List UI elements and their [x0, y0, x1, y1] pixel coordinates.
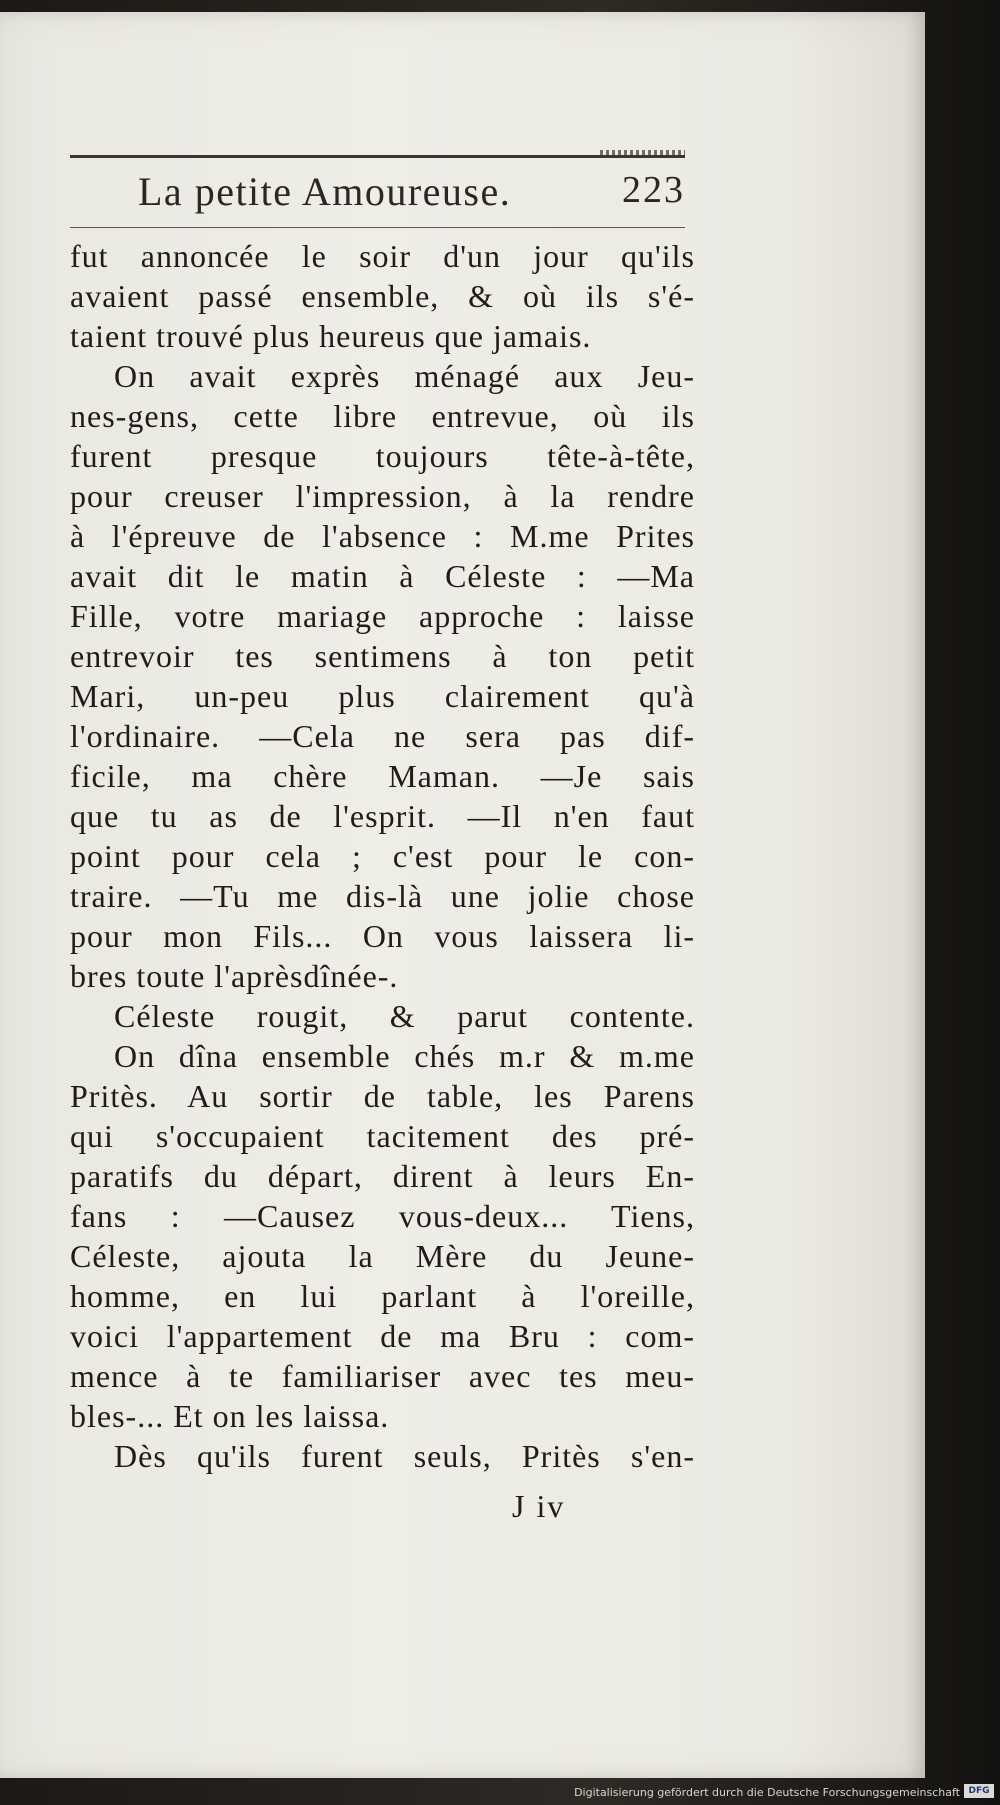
digitization-credit: Digitalisierung gefördert durch die Deutsche Forschungsgemeinschaft — [574, 1786, 960, 1799]
text-line: ficile, ma chère Maman. —Je sais — [70, 758, 695, 794]
text-line: mence à te familiariser avec tes meu- — [70, 1358, 695, 1394]
text-line: fans : —Causez vous-deux... Tiens, — [70, 1198, 695, 1234]
text-line: furent presque toujours tête-à-tête, — [70, 438, 695, 474]
text-line: On avait exprès ménagé aux Jeu- — [114, 358, 695, 394]
rule-ornament — [600, 150, 685, 158]
text-line: Fille, votre mariage approche : laisse — [70, 598, 695, 634]
text-line: fut annoncée le soir d'un jour qu'ils — [70, 238, 695, 274]
text-line: à l'épreuve de l'absence : M.me Prites — [70, 518, 695, 554]
text-line: que tu as de l'esprit. —Il n'en faut — [70, 798, 695, 834]
top-rule — [70, 155, 685, 158]
text-line: taient trouvé plus heureus que jamais. — [70, 318, 592, 354]
dfg-logo-icon: DFG — [964, 1784, 994, 1798]
text-line: Mari, un-peu plus clairement qu'à — [70, 678, 695, 714]
text-line: Pritès. Au sortir de table, les Parens — [70, 1078, 695, 1114]
text-line: paratifs du départ, dirent à leurs En- — [70, 1158, 695, 1194]
text-line: entrevoir tes sentimens à ton petit — [70, 638, 695, 674]
running-head — [70, 168, 685, 224]
text-line: Céleste, ajouta la Mère du Jeune- — [70, 1238, 695, 1274]
text-line: Dès qu'ils furent seuls, Pritès s'en- — [114, 1438, 695, 1474]
running-title: La petite Amoureuse. — [138, 169, 512, 214]
text-line: voici l'appartement de ma Bru : com- — [70, 1318, 695, 1354]
text-line: point pour cela ; c'est pour le con- — [70, 838, 695, 874]
text-line: avait dit le matin à Céleste : —Ma — [70, 558, 695, 594]
text-line: qui s'occupaient tacitement des pré- — [70, 1118, 695, 1154]
body-text — [70, 236, 695, 1476]
text-line: bles-... Et on les laissa. — [70, 1398, 390, 1434]
text-line: traire. —Tu me dis-là une jolie chose — [70, 878, 695, 914]
text-line: nes-gens, cette libre entrevue, où ils — [70, 398, 695, 434]
text-line: bres toute l'aprèsdînée-. — [70, 958, 399, 994]
text-line: avaient passé ensemble, & où ils s'é- — [70, 278, 695, 314]
header-rule — [70, 227, 685, 228]
text-line: On dîna ensemble chés m.r & m.me — [114, 1038, 695, 1074]
page-number: 223 — [622, 169, 685, 211]
text-line: pour mon Fils... On vous laissera li- — [70, 918, 695, 954]
text-line: pour creuser l'impression, à la rendre — [70, 478, 695, 514]
text-line: l'ordinaire. —Cela ne sera pas dif- — [70, 718, 695, 754]
signature-mark: J iv — [512, 1488, 566, 1524]
text-line: Céleste rougit, & parut contente. — [114, 998, 695, 1034]
text-line: homme, en lui parlant à l'oreille, — [70, 1278, 695, 1314]
